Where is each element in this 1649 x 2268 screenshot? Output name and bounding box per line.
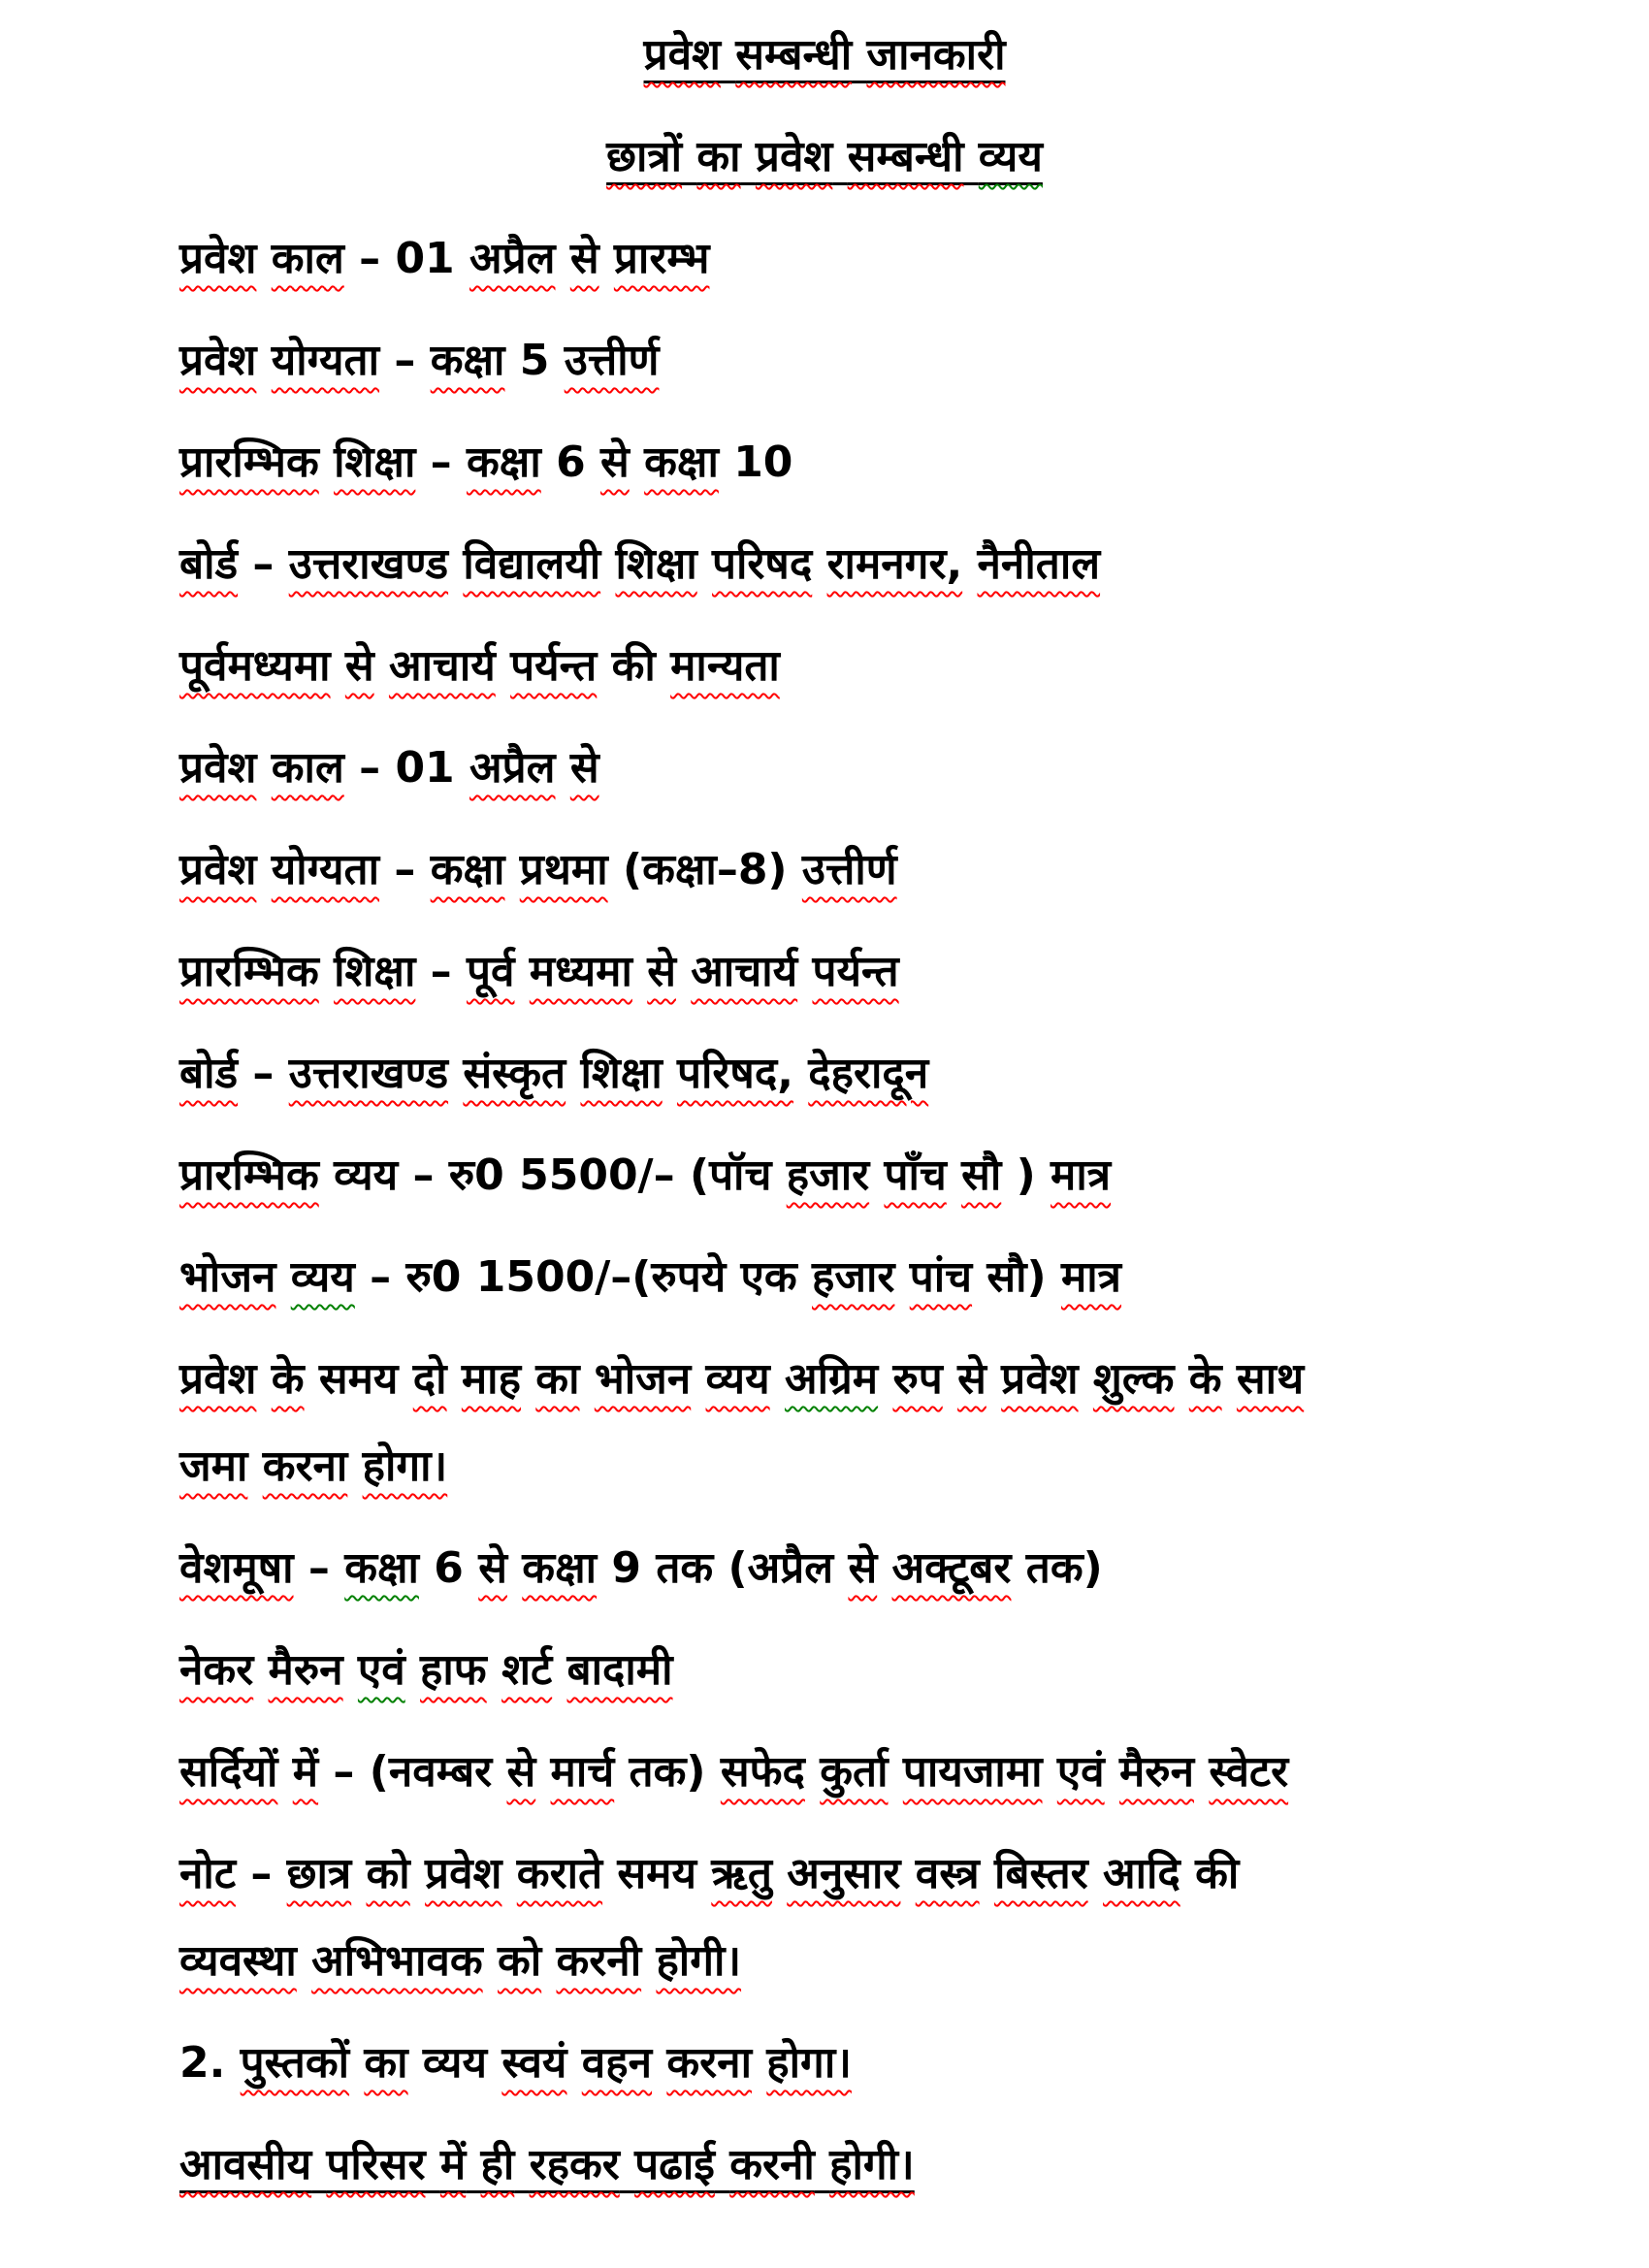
line-note-2 <box>0 1933 1649 1989</box>
word: प्रथमा <box>519 845 608 894</box>
word: वेशमूषा <box>179 1543 294 1593</box>
line-text <box>179 1150 1111 1200</box>
word: शिक्षा <box>334 947 416 996</box>
word: के <box>271 1354 305 1404</box>
word: – <box>252 1049 275 1098</box>
word: माह <box>461 1354 521 1404</box>
word: बिस्तर <box>993 1849 1088 1898</box>
word: में <box>292 1747 319 1797</box>
line-text <box>179 2038 852 2088</box>
word: अभिभावक <box>311 1936 483 1986</box>
word: सर्दियों <box>179 1747 278 1797</box>
word: जानकारी <box>866 30 1006 80</box>
line-sardiyon <box>0 1744 1649 1799</box>
word: विद्यालयी <box>463 539 601 589</box>
subtitle <box>0 129 1649 184</box>
word: होगा। <box>362 1442 448 1491</box>
line-text <box>606 132 1043 181</box>
word: पूर्वमध्यमा <box>179 641 331 691</box>
line-prarambhik-shiksha-2 <box>0 944 1649 999</box>
word: 6 <box>434 1543 464 1593</box>
word: पूर्व <box>467 947 515 996</box>
word: काल <box>271 743 344 793</box>
word: को <box>497 1936 542 1986</box>
word: कक्षा <box>644 437 719 487</box>
word: तक <box>656 1543 714 1593</box>
word: हाफ <box>420 1645 487 1695</box>
word: – <box>359 234 381 283</box>
line-pravesh-yogyata-2 <box>0 842 1649 897</box>
word: शिक्षा <box>334 437 416 487</box>
word: देहरादून <box>808 1049 929 1098</box>
line-pravesh-kaal-1 <box>0 231 1649 286</box>
line-text <box>179 641 780 691</box>
word: तक) <box>1025 1543 1103 1593</box>
word: – <box>333 1747 355 1797</box>
line-text <box>179 1049 928 1098</box>
word: 9 <box>611 1543 641 1593</box>
word: शिक्षा <box>615 539 697 589</box>
word: सौ) <box>986 1252 1047 1302</box>
word: से <box>569 234 599 283</box>
word: सम्बन्धी <box>735 30 853 80</box>
word: स्वयं <box>501 2038 567 2088</box>
line-board-2 <box>0 1046 1649 1101</box>
word: बोर्ड <box>179 539 239 589</box>
word: भोजन <box>594 1354 692 1404</box>
word: आचार्य <box>388 641 496 691</box>
word: शिक्षा <box>580 1049 663 1098</box>
word: कक्षा <box>467 437 541 487</box>
word: कक्षा <box>522 1543 598 1593</box>
word: प्रवेश <box>179 234 257 283</box>
word: आदि <box>1103 1849 1180 1898</box>
word: व्यय <box>290 1252 355 1302</box>
word: में <box>439 2140 467 2189</box>
word: होगी। <box>829 2140 915 2189</box>
word: सौ <box>961 1150 1002 1200</box>
line-text <box>179 1442 447 1491</box>
word: भोजन <box>179 1252 276 1302</box>
word: 6 <box>556 437 586 487</box>
word: छात्रों <box>606 132 683 181</box>
word: प्रवेश <box>179 336 257 385</box>
word: होगी। <box>656 1936 742 1986</box>
word: एक <box>740 1252 797 1302</box>
line-advance-bhojan-1 <box>0 1351 1649 1407</box>
word: नेकर <box>179 1645 254 1695</box>
word: से <box>848 1543 878 1593</box>
word: एवं <box>1056 1747 1105 1797</box>
word: उत्तीर्ण <box>801 845 897 894</box>
word: को <box>366 1849 410 1898</box>
word: के <box>1188 1354 1222 1404</box>
word: परिसर <box>326 2140 426 2189</box>
word: प्रारम्भिक <box>179 1150 319 1200</box>
word: साथ <box>1236 1354 1305 1404</box>
word: कराते <box>516 1849 603 1898</box>
word: नैनीताल <box>977 539 1101 589</box>
line-text <box>179 336 659 385</box>
word: मध्यमा <box>529 947 632 996</box>
word: अप्रैल <box>469 743 556 793</box>
line-pravesh-kaal-2 <box>0 740 1649 795</box>
word: से <box>957 1354 986 1404</box>
word: प्रारम्भिक <box>179 947 319 996</box>
word: रु0 <box>448 1150 504 1200</box>
word: मात्र <box>1060 1252 1121 1302</box>
word: परिषद <box>712 539 813 589</box>
word: होगा। <box>766 2038 852 2088</box>
word: अनुसार <box>787 1849 901 1898</box>
word: मैरुन <box>1118 1747 1194 1797</box>
line-text <box>179 234 709 283</box>
line-prarambhik-shiksha-1 <box>0 435 1649 490</box>
word: की <box>611 641 656 691</box>
word: व्यय <box>422 2038 488 2088</box>
word: – <box>359 743 381 793</box>
word: पर्यन्त <box>812 947 899 996</box>
word: काल <box>271 234 344 283</box>
word: (अप्रैल <box>728 1543 834 1593</box>
word: मार्च <box>550 1747 615 1797</box>
word: हजार <box>812 1252 895 1302</box>
word: – <box>250 1849 273 1898</box>
word: पाँच <box>884 1150 947 1200</box>
word: – <box>370 1252 392 1302</box>
document-body <box>0 27 1649 2192</box>
word: 10 <box>733 437 793 487</box>
word: मात्र <box>1051 1150 1112 1200</box>
word: पर्यन्त <box>510 641 598 691</box>
word: नोट <box>179 1849 236 1898</box>
word: कक्षा <box>430 336 505 385</box>
line-text <box>179 2140 915 2189</box>
word: कुर्ता <box>820 1747 889 1797</box>
word: एवं <box>357 1645 405 1695</box>
word: – <box>394 336 416 385</box>
word: अग्रिम <box>784 1354 879 1404</box>
line-avasiya-parisar <box>0 2137 1649 2192</box>
line-text <box>179 743 599 793</box>
word: प्रारम्भ <box>613 234 710 283</box>
line-purvamadhyama-manyata <box>0 638 1649 694</box>
word: योग्यता <box>271 845 380 894</box>
word: प्रारम्भिक <box>179 437 319 487</box>
word: करना <box>666 2038 752 2088</box>
word: प्रवेश <box>179 743 257 793</box>
word: रु0 <box>405 1252 462 1302</box>
line-text <box>179 539 1100 589</box>
word: समय <box>617 1849 696 1898</box>
word: रहकर <box>529 2140 620 2189</box>
line-text <box>644 30 1006 80</box>
word: करनी <box>729 2140 815 2189</box>
word: – <box>430 437 452 487</box>
word: 2. <box>179 2038 226 2088</box>
word: 01 <box>395 234 455 283</box>
word: तक) <box>629 1747 706 1797</box>
word: योग्यता <box>271 336 380 385</box>
word: प्रवेश <box>179 1354 257 1404</box>
line-text <box>179 1543 1103 1593</box>
word: (नवम्बर <box>369 1747 493 1797</box>
line-pravesh-yogyata-1 <box>0 333 1649 388</box>
title <box>0 27 1649 82</box>
word: समय <box>318 1354 399 1404</box>
word: से <box>647 947 676 996</box>
word: (पॉच <box>689 1150 772 1200</box>
line-text <box>179 1747 1288 1797</box>
word: उत्तराखण्ड <box>288 539 449 589</box>
word: – <box>430 947 452 996</box>
word: प्रवेश <box>425 1849 502 1898</box>
word: कक्षा <box>430 845 505 894</box>
line-nekar-shirt <box>0 1642 1649 1698</box>
word: पांच <box>909 1252 973 1302</box>
word: मान्यता <box>670 641 780 691</box>
word: – <box>307 1543 330 1593</box>
word: का <box>364 2038 408 2088</box>
word: पायजामा <box>902 1747 1043 1797</box>
line-text <box>179 1936 741 1986</box>
line-note-1 <box>0 1846 1649 1901</box>
word: 5 <box>519 336 550 385</box>
word: बादामी <box>566 1645 673 1695</box>
line-board-1 <box>0 536 1649 592</box>
word: वस्त्र <box>915 1849 980 1898</box>
word: बोर्ड <box>179 1049 239 1098</box>
word: (कक्षा–8) <box>622 845 788 894</box>
word: मैरुन <box>268 1645 343 1695</box>
word: आवसीय <box>179 2140 312 2189</box>
word: व्यवस्था <box>179 1936 297 1986</box>
word: से <box>569 743 599 793</box>
word: ऋतु <box>711 1849 772 1898</box>
line-text <box>179 1849 1239 1898</box>
word: ) <box>1016 1150 1036 1200</box>
word: का <box>696 132 741 181</box>
word: व्यय <box>334 1150 399 1200</box>
line-text <box>179 1354 1304 1404</box>
word: आचार्य <box>691 947 798 996</box>
line-text <box>179 947 899 996</box>
word: से <box>344 641 374 691</box>
word: से <box>506 1747 536 1797</box>
word: व्यय <box>978 132 1043 181</box>
word: हजार <box>786 1150 870 1200</box>
word: पढाई <box>634 2140 715 2189</box>
word: सम्बन्धी <box>847 132 964 181</box>
line-veshbhusha <box>0 1540 1649 1596</box>
word: जमा <box>179 1442 248 1491</box>
word: व्यय <box>705 1354 770 1404</box>
word: अक्टूबर <box>891 1543 1012 1593</box>
line-text <box>179 1645 673 1695</box>
word: वहन <box>581 2038 653 2088</box>
word: से <box>478 1543 507 1593</box>
word: करना <box>262 1442 348 1491</box>
word: 01 <box>395 743 455 793</box>
word: परिषद, <box>677 1049 793 1098</box>
line-text <box>179 845 897 894</box>
word: पुस्तकों <box>240 2038 350 2088</box>
word: प्रवेश <box>1001 1354 1079 1404</box>
word: की <box>1195 1849 1240 1898</box>
word: ही <box>480 2140 515 2189</box>
word: उत्तराखण्ड <box>288 1049 449 1098</box>
line-text <box>179 437 792 487</box>
line-pustak-vyay <box>0 2035 1649 2090</box>
word: दो <box>412 1354 447 1404</box>
word: रामनगर, <box>826 539 963 589</box>
word: प्रवेश <box>755 132 833 181</box>
word: सफेद <box>720 1747 805 1797</box>
line-advance-bhojan-2 <box>0 1439 1649 1494</box>
word: छात्र <box>286 1849 352 1898</box>
word: – <box>394 845 416 894</box>
word: संस्कृत <box>463 1049 566 1098</box>
word: – <box>252 539 275 589</box>
word: 5500/– <box>519 1150 675 1200</box>
word: अप्रैल <box>469 234 556 283</box>
word: से <box>600 437 630 487</box>
word: का <box>535 1354 580 1404</box>
word: शर्ट <box>501 1645 553 1695</box>
word: प्रवेश <box>643 30 721 80</box>
line-bhojan-vyay <box>0 1249 1649 1305</box>
word: – <box>412 1150 435 1200</box>
word: 1500/–(रुपये <box>475 1252 727 1302</box>
word: प्रवेश <box>179 845 257 894</box>
word: स्वेटर <box>1209 1747 1289 1797</box>
line-prarambhik-vyay <box>0 1148 1649 1203</box>
word: उत्तीर्ण <box>564 336 660 385</box>
word: करनी <box>556 1936 642 1986</box>
word: रुप <box>892 1354 943 1404</box>
line-text <box>179 1252 1121 1302</box>
word: कक्षा <box>344 1543 419 1593</box>
word: शुल्क <box>1092 1354 1175 1404</box>
